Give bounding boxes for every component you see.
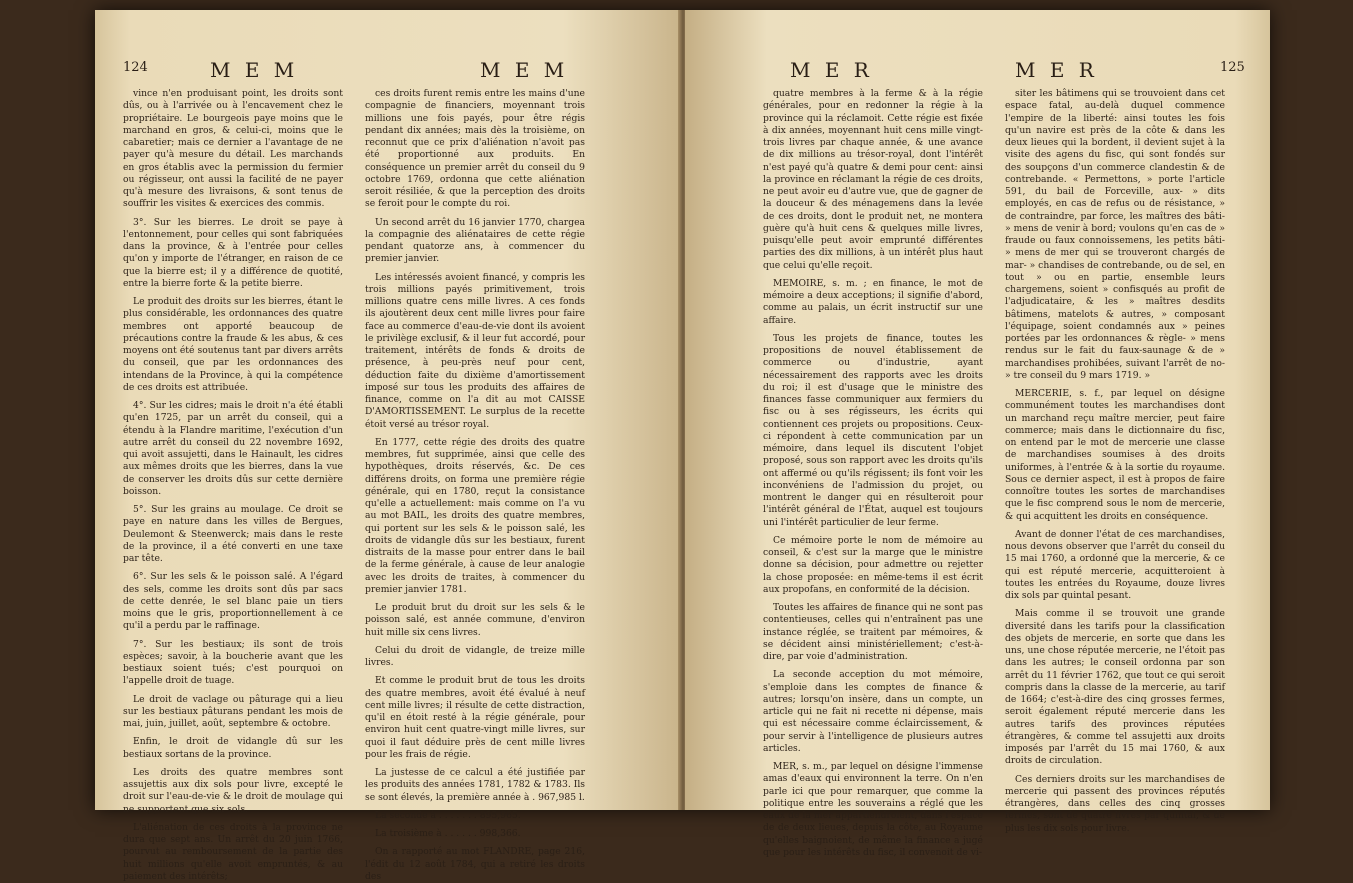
paragraph: Avant de donner l'état de ces marchandises, nous devons observer que l'arrêt du conseil du 15 mai 1760, a ordonné que la mercerie, & ce qui est réputé mercerie, acquitteroient à toutes les entrées du Royaume, douze livres dix sols par quintal pesant. (1005, 528, 1225, 601)
paragraph: Ces derniers droits sur les marchandises de mercerie qui passent des provinces réputés étrangères, dans celles des cinq grosses fermes, sont de quatre livres par quintal, & de plus les dix sols pour livre. (1005, 773, 1225, 834)
paragraph: La seconde à . . . . . . . 895,965. (375, 809, 521, 821)
paragraph: Enfin, le droit de vidangle dû sur les bestiaux sortans de la province. (123, 736, 343, 760)
paragraph: quatre membres à la ferme & à la régie générales, pour en redonner la régie à la province qui la réclamoit. Cette régie est fixée à dix années, moyennant huit cens mille vingt-trois livres par chaque année, & une avance de dix millions au trésor-royal, dont l'intérêt n'est payé qu'à quatre & demi pour cent: ainsi la province en réclamant la régie de ces droits, ne peut avoir eu d'autre vue, que de gagner de la douceur & des ménagemens dans la levée de ces droits, dont le produit net, ne montera guère qu'à huit cens & quelques mille livres, puisqu'elle peut avoir emprunté différentes parties des dix millions, à un intérêt plus haut que celui qu'elle reçoit. (763, 88, 983, 271)
paragraph: Les intéressés avoient financé, y compris les trois millions payés primitivement, trois millions quatre cens mille livres. A ces fonds ils ajoutèrent deux cent mille livres pour faire face au commerce d'eau-de-vie dont ils avoient le privilège exclusif, & il leur fut accordé, pour traitement, intérêts de fonds & droits de présence, à peu-près neuf pour cent, déduction faite du dixième d'amortissement imposé sur tous les produits des affaires de finance, comme on l'a dit au mot CAISSE D'AMORTISSEMENT. Le surplus de la recette étoit versé au trésor royal. (365, 271, 585, 430)
right-column-2 (1005, 88, 1225, 834)
paragraph: 5°. Sur les grains au moulage. Ce droit se paye en nature dans les villes de Bergues, Deulemont & Steenwerck; mais dans le reste de la province, il a été converti en une taxe par tête. (123, 504, 343, 564)
paragraph: Les droits des quatre membres sont assujettis aux dix sols pour livre, excepté le droit sur l'eau-de-vie & le droit de moulage qui ne supportent que six sols. (123, 766, 343, 815)
paragraph: L'aliénation de ces droits à la province ne dura que sept ans. Un arrêt du 20 juin 1766, pourvut au remboursement de la partie des huit millions qu'elle avoit empruntés, & au paiement des intérêts; (123, 821, 343, 882)
paragraph: siter les bâtimens qui se trouvoient dans cet espace fatal, au-delà duquel commence l'empire de la liberté: ainsi toutes les fois qu'un navire est près de la côte & dans les deux lieues qui la bordent, il devient sujet à la visite des agens du fisc, qui sont fondés sur des soupçons d'un commerce clandestin & de contrebande. « Permettons, » porte l'article 591, du bail de Forceville, aux- » dits employés, en cas de refus ou de résistance, » de contraindre, par force, les maîtres des bâti- » mens de venir à bord; voulons qu'en cas de » fraude ou faux connoissemens, les petits bâti- » mens de mer qui se trouveront chargés de mar- » chandises de contrebande, ou de sel, en tout » ou en partie, ensemble leurs chargemens, soient » confisqués au profit de l'adjudicataire, & les » maîtres desdits bâtimens, matelots & autres, » composant l'équipage, soient condamnés aux » peines portées par les ordonnances & règle- » mens rendus sur le fait du faux-saunage & de » marchandises prohibées, suivant l'arrêt de no- » tre conseil du 9 mars 1719. » (1005, 88, 1225, 381)
page-number-left: 124 (123, 60, 148, 75)
running-head-right-2: M E R (1015, 58, 1098, 82)
left-page (95, 10, 680, 882)
paragraph: La justesse de ce calcul a été justifiée par les produits des années 1781, 1782 & 1783. Ils se sont élevés, la première année à . 967,985 l. (365, 767, 585, 803)
paragraph: Le produit brut du droit sur les sels & le poisson salé, est année commune, d'environ huit mille six cens livres. (365, 602, 585, 638)
paragraph: On a rapporté au mot FLANDRE, page 216, l'édit du 12 août 1784, qui a retiré les droits des (365, 846, 585, 882)
left-column-1 (123, 88, 343, 882)
paragraph: Tous les projets de finance, toutes les propositions de nouvel établissement de commerce ou d'industrie, ayant nécessairement des rapports avec les droits du roi; il est d'usage que le ministre des finances fasse communiquer aux fermiers du fisc ou à ses régisseurs, les écrits qui contiennent ces projets ou propositions. Ceux-ci répondent à cette communication par un mémoire, dans lequel ils discutent l'objet proposé, sous son rapport avec les droits qu'ils ont affermé ou qu'ils régissent; ils font voir les inconvéniens de l'admission du projet, ou montrent le danger qui en résulteroit pour l'intérêt général de l'État, auquel est toujours uni l'intérêt particulier de leur ferme. (763, 332, 983, 528)
paragraph: Toutes les affaires de finance qui ne sont pas contentieuses, celles qui n'entraînent pas une instance réglée, se traitent par mémoires, & se décident ainsi ministériellement; c'est-à-dire, par voie d'administration. (763, 602, 983, 662)
paragraph: MER, s. m., par lequel on désigne l'immense amas d'eaux qui environnent la terre. On n'en parle ici que pour remarquer, que comme la politique entre les souverains a réglé que les eaux de la mer appartiendroient, dans l'espace de de deux lieues, depuis la côte, au Royaume qu'elles baignoient, de même la finance a jugé que pour les intérêts du fisc, il convenoit de vi- (763, 761, 983, 858)
paragraph: ces droits furent remis entre les mains d'une compagnie de financiers, moyennant trois millions une fois payés, pour être régis pendant dix années; mais dès la troisième, on reconnut que ce prix d'aliénation n'avoit pas été proportionné aux produits. En conséquence un premier arrêt du conseil du 9 octobre 1769, ordonna que cette aliénation seroit résiliée, & que la perception des droits se feroit pour le compte du roi. (365, 88, 585, 210)
paragraph: La seconde acception du mot mémoire, s'emploie dans les comptes de finance & autres; lorsqu'on insère, dans un compte, un article qui ne fait ni recette ni dépense, mais qui est nécessaire comme éclaircissement, & pour servir à l'intelligence de plusieurs autres articles. (763, 669, 983, 754)
paragraph: vince n'en produisant point, les droits sont dûs, ou à l'arrivée ou à l'encavement chez le propriétaire. Le bourgeois paye moins que le marchand en gros, & celui-ci, moins que le cabaretier; mais ce dernier a l'avantage de ne payer qu'à mesure du détail. Les marchands en gros établis avec la permission du fermier ou régisseur, ont aussi la facilité de ne payer qu'à mesure des livraisons, & sont tenus de souffrir les visites & exercices des commis. (123, 88, 343, 210)
paragraph: 3°. Sur les bierres. Le droit se paye à l'entonnement, pour celles qui sont fabriquées dans la province, & à l'entrée pour celles qu'on y importe de l'étranger, en raison de ce que la bierre est; il y a différence de quotité, entre la bierre forte & la petite bierre. (123, 216, 343, 289)
paragraph: Ce mémoire porte le nom de mémoire au conseil, & c'est sur la marge que le ministre donne sa décision, pour admettre ou rejetter la chose proposée: en même-tems il est écrit aux propofans, en conformité de la décision. (763, 534, 983, 595)
right-page (685, 10, 1270, 858)
paragraph: MEMOIRE, s. m. ; en finance, le mot de mémoire a deux acceptions; il signifie d'abord, comme au palais, un écrit instructif sur une affaire. (763, 277, 983, 326)
right-column-1 (763, 88, 983, 858)
paragraph: 4°. Sur les cidres; mais le droit n'a été établi qu'en 1725, par un arrêt du conseil, qui a étendu à la Flandre maritime, l'exécution d'un autre arrêt du conseil du 22 novembre 1692, qui avoit assujetti, dans le Hainault, les cidres aux mêmes droits que les bierres, dans la vue de conserver les droits dûs sur cette dernière boisson. (123, 400, 343, 497)
paragraph: MERCERIE, s. f., par lequel on désigne communément toutes les marchandises dont un marchand reçu maître mercier, peut faire commerce; mais dans le dictionnaire du fisc, on entend par le mot de mercerie une classe de marchandises soumises à des droits uniformes, à l'entrée & à la sortie du royaume. Sous ce dernier aspect, il est à propos de faire connoître toutes les sortes de marchandises que le fisc comprend sous le nom de mercerie, & qui acquittent les droits en conséquence. (1005, 388, 1225, 522)
paragraph: Le droit de vaclage ou pâturage qui a lieu sur les bestiaux pâturans pendant les mois de mai, juin, juillet, août, septembre & octobre. (123, 693, 343, 729)
paragraph: Le produit des droits sur les bierres, étant le plus considérable, les ordonnances des quatre membres ont apporté beaucoup de précautions contre la fraude & les abus, & ces moyens ont été soutenus tant par divers arrêts du conseil, que par les ordonnances des intendans de la Province, à qui la compétence de ces droits est attribuée. (123, 296, 343, 393)
running-head-left-1: M E M (210, 58, 299, 82)
paragraph: 7°. Sur les bestiaux; ils sont de trois espèces; savoir, à la boucherie avant que les bestiaux soient tués; c'est pourquoi on l'appelle droit de tuage. (123, 638, 343, 687)
paragraph: La troisième à . . . . . . 998,366. (375, 828, 521, 839)
running-head-right-1: M E R (790, 58, 873, 82)
left-column-2 (365, 88, 585, 882)
paragraph: En 1777, cette régie des droits des quatre membres, fut supprimée, ainsi que celle des hypothèques, droits réservés, &c. De ces différens droits, on forma une première régie générale, qui en 1780, reçut la consistance qu'elle a actuellement: mais comme on l'a vu au mot BAIL, les droits des quatre membres, qui portent sur les sels & le poisson salé, les droits de vidangle dûs sur les bestiaux, furent distraits de la masse pour entrer dans le bail de la ferme générale, à cause de leur analogie avec les droits de traites, à commencer du premier janvier 1781. (365, 436, 585, 595)
paragraph: Celui du droit de vidangle, de treize mille livres. (365, 644, 585, 668)
paragraph: Et comme le produit brut de tous les droits des quatre membres, avoit été évalué à neuf cent mille livres; il résulte de cette distraction, qu'il en étoit resté à la régie générale, pour environ huit cent quatre-vingt mille livres, sur quoi il faut déduire près de cent mille livres pour les frais de régie. (365, 675, 585, 760)
running-head-left-2: M E M (480, 58, 569, 82)
open-book (95, 10, 1270, 882)
paragraph: Mais comme il se trouvoit une grande diversité dans les tarifs pour la classification des objets de mercerie, en sorte que dans les uns, une chose réputée mercerie, ne l'étoit pas dans les autres; le conseil ordonna par son arrêt du 11 février 1762, que tout ce qui seroit compris dans la classe de la mercerie, au tarif de 1664; c'est-à-dire des cinq grosses fermes, seroit également réputé mercerie dans les autres tarifs des provinces réputées étrangères, & comme tel assujetti aux droits imposés par l'arrêt du 15 mai 1760, & aux droits de circulation. (1005, 608, 1225, 767)
page-number-right: 125 (1220, 60, 1245, 75)
paragraph: 6°. Sur les sels & le poisson salé. A l'égard des sels, comme les droits sont dûs par sacs de cette denrée, le sel blanc paie un tiers moins que le gris, proportionnellement à ce qu'il a perdu par le raffinage. (123, 571, 343, 632)
paragraph: Un second arrêt du 16 janvier 1770, chargea la compagnie des aliénataires de cette régie pendant quatorze ans, à commencer du premier janvier. (365, 216, 585, 265)
